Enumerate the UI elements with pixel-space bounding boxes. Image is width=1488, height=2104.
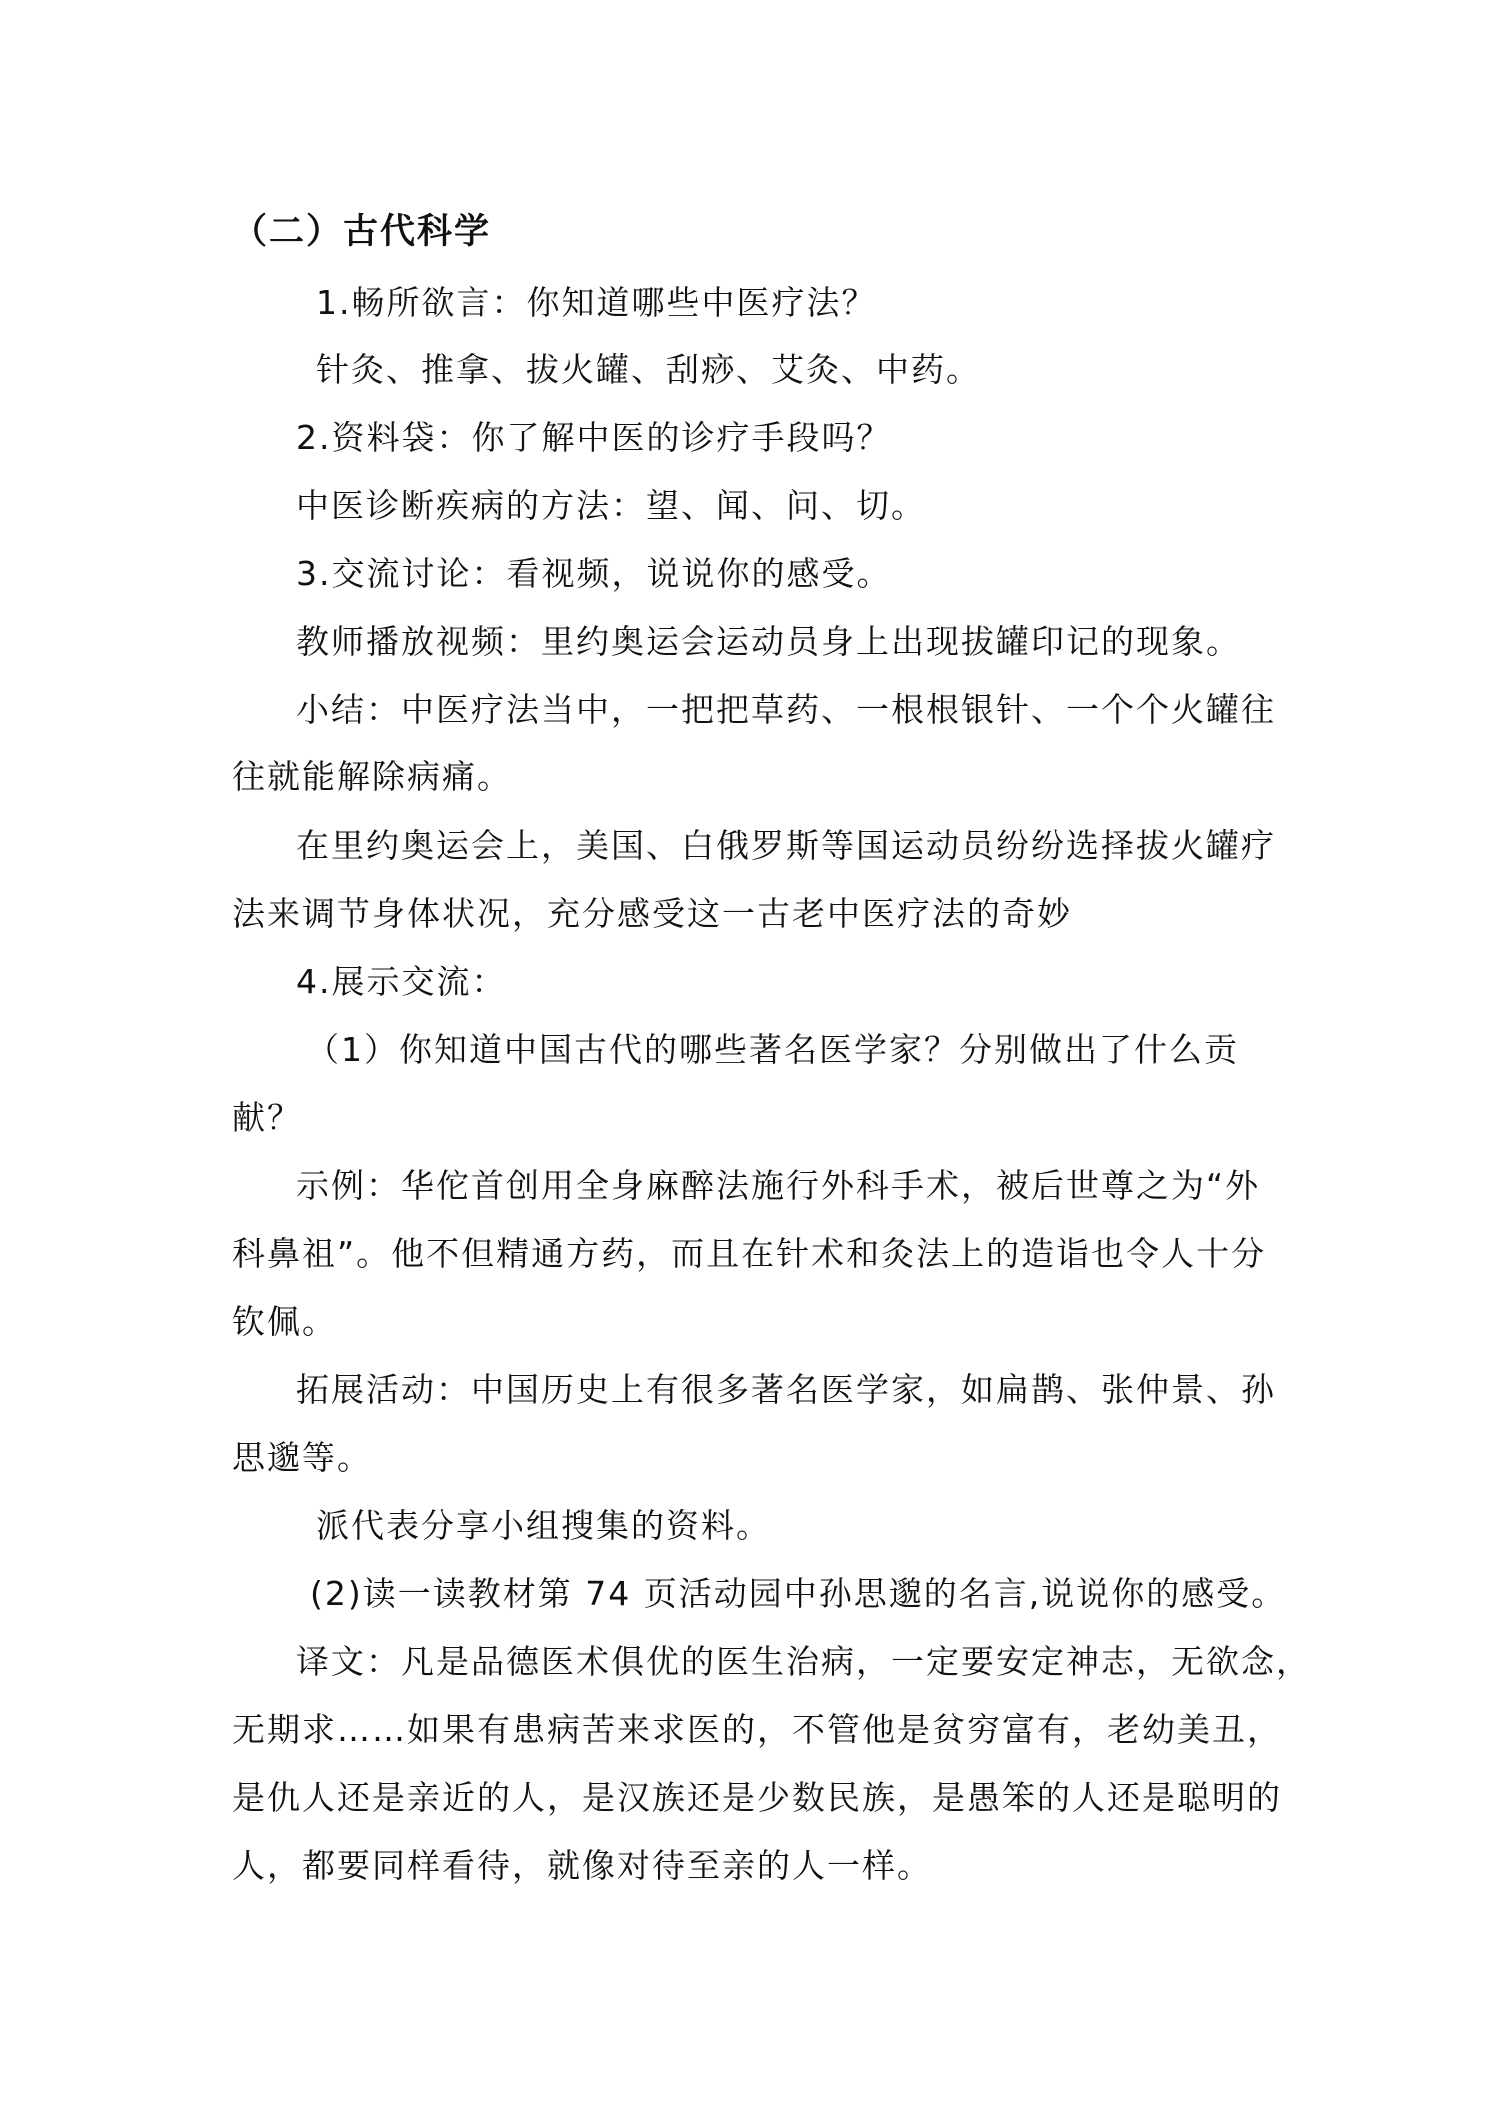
- paragraph-line: 4.展示交流：: [296, 962, 507, 1001]
- paragraph-line: 小结：中医疗法当中，一把把草药、一根根银针、一个个火罐往: [296, 690, 1276, 729]
- paragraph-line: 钦佩。: [232, 1302, 337, 1341]
- paragraph-line: 拓展活动：中国历史上有很多著名医学家，如扁鹊、张仲景、孙: [296, 1370, 1276, 1409]
- paragraph-line: 人，都要同样看待，就像对待至亲的人一样。: [232, 1846, 932, 1885]
- paragraph-line: 在里约奥运会上，美国、白俄罗斯等国运动员纷纷选择拔火罐疗: [296, 826, 1276, 865]
- paragraph-line: 派代表分享小组搜集的资料。: [316, 1506, 771, 1545]
- paragraph-line: 译文：凡是品德医术俱优的医生治病，一定要安定神志，无欲念，: [296, 1642, 1311, 1681]
- paragraph-line: (2)读一读教材第 74 页活动园中孙思邈的名言,说说你的感受。: [310, 1574, 1287, 1613]
- paragraph-line: 1.畅所欲言：你知道哪些中医疗法？: [316, 283, 877, 322]
- paragraph-line: 无期求……如果有患病苦来求医的，不管他是贫穷富有，老幼美丑，: [232, 1710, 1282, 1749]
- paragraph-line: 示例：华佗首创用全身麻醉法施行外科手术，被后世尊之为“外: [296, 1166, 1261, 1205]
- paragraph-line: 3.交流讨论：看视频，说说你的感受。: [296, 554, 892, 593]
- paragraph-line: 科鼻祖”。他不但精通方药，而且在针术和灸法上的造诣也令人十分: [232, 1234, 1267, 1273]
- paragraph-line: （1）你知道中国古代的哪些著名医学家？分别做出了什么贡: [306, 1030, 1239, 1069]
- paragraph-line: 往就能解除病痛。: [232, 757, 512, 796]
- paragraph-line: 献？: [232, 1098, 302, 1137]
- paragraph-line: 思邈等。: [232, 1438, 372, 1477]
- paragraph-line: 是仇人还是亲近的人，是汉族还是少数民族，是愚笨的人还是聪明的: [232, 1778, 1282, 1817]
- paragraph-line: 中医诊断疾病的方法：望、闻、问、切。: [296, 486, 926, 525]
- paragraph-line: 法来调节身体状况，充分感受这一古老中医疗法的奇妙: [232, 894, 1072, 933]
- paragraph-line: 2.资料袋：你了解中医的诊疗手段吗？: [296, 418, 892, 457]
- paragraph-line: 教师播放视频：里约奥运会运动员身上出现拔罐印记的现象。: [296, 622, 1241, 661]
- paragraph-line: 针灸、推拿、拔火罐、刮痧、艾灸、中药。: [316, 350, 981, 389]
- section-title: （二）古代科学: [232, 212, 492, 252]
